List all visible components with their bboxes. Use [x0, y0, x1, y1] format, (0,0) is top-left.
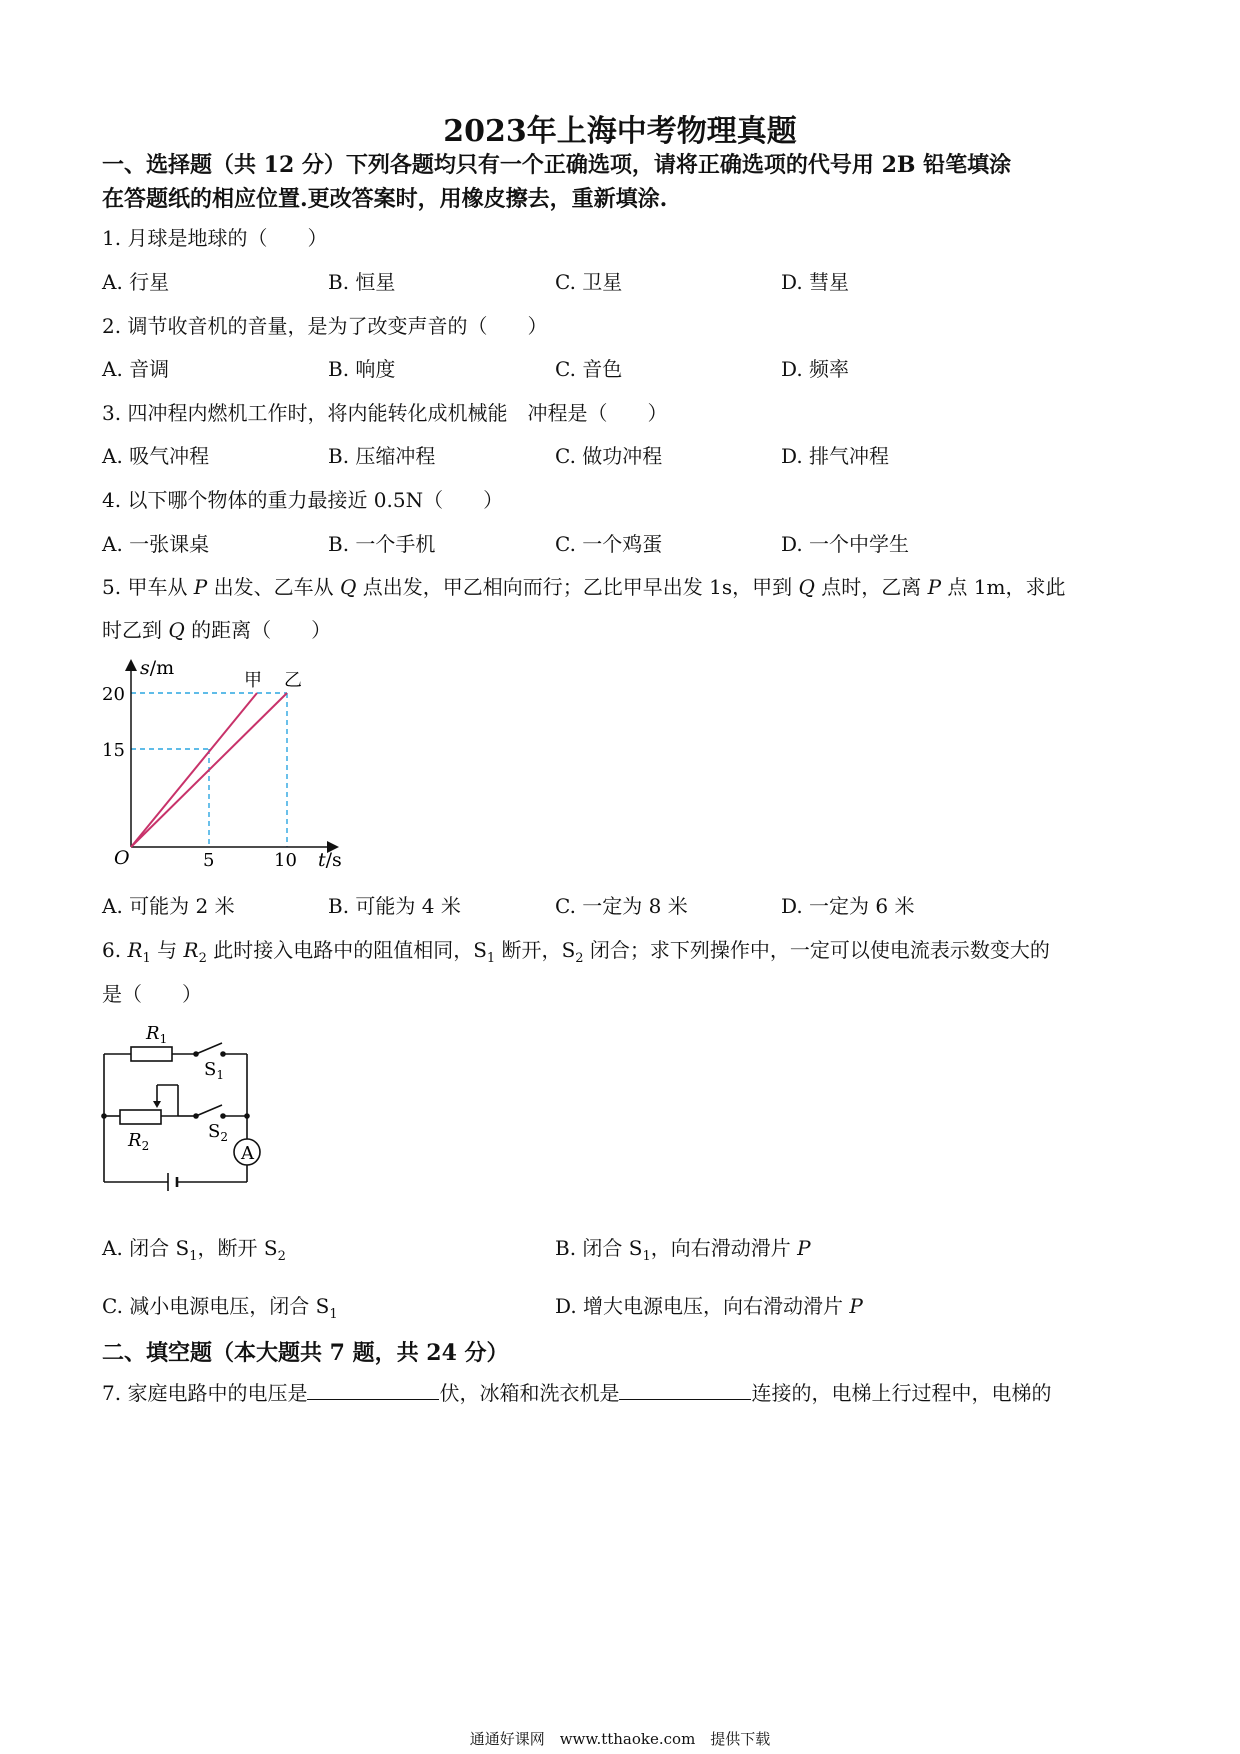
q1-option-a: A. 行星	[102, 270, 170, 294]
q5-option-a: A. 可能为 2 米	[102, 894, 235, 918]
st-graph	[100, 650, 360, 880]
q5-point-q-3: Q	[168, 618, 185, 642]
slider-arrow-icon	[153, 1101, 161, 1108]
q7-seg1: 7. 家庭电路中的电压是	[102, 1381, 308, 1405]
q6-a-s2: S	[263, 1236, 278, 1260]
y-tick-15: 15	[102, 740, 125, 761]
q1-option-c: C. 卫星	[555, 270, 623, 294]
r2-label: $R_2$	[128, 1130, 150, 1153]
r1-label: $R_1$	[146, 1023, 168, 1046]
s1-label: $S_1$	[204, 1059, 224, 1082]
q6-r1-symbol: R	[127, 938, 143, 962]
q5-seg6: 时乙到	[102, 618, 169, 642]
q5-point-p: P	[193, 575, 208, 599]
switch-s1	[196, 1043, 222, 1054]
q6-a-s1: S	[175, 1236, 190, 1260]
q4-option-d: D. 一个中学生	[781, 532, 910, 556]
q2-option-a: A. 音调	[102, 357, 170, 381]
q6-text-line1	[102, 934, 1050, 966]
q5-seg4: 点时，乙离	[814, 575, 928, 599]
q6-a-seg2: ，断开	[197, 1236, 264, 1260]
x-tick-5: 5	[203, 850, 215, 871]
q5-seg3: 点出发，甲乙相向而行；乙比甲早出发 1s，甲到	[356, 575, 799, 599]
section1-heading-line2: 在答题纸的相应位置.更改答案时，用橡皮擦去，重新填涂.	[102, 186, 668, 212]
q5-seg1: 5. 甲车从	[102, 575, 194, 599]
q5-seg7: 的距离（ ）	[184, 618, 332, 642]
q7-blank-2[interactable]	[619, 1381, 751, 1400]
q5-seg2: 出发、乙车从	[207, 575, 340, 599]
series-label-yi: 乙	[284, 670, 302, 691]
q3-option-c: C. 做功冲程	[555, 444, 663, 468]
q6-c-s1: S	[315, 1294, 330, 1318]
q6-seg1: 与	[150, 938, 184, 962]
q6-option-d	[555, 1290, 863, 1319]
circuit-diagram	[96, 1015, 276, 1205]
q3-text: 3. 四冲程内燃机工作时，将内能转化成机械能 冲程是（ ）	[102, 401, 668, 425]
q6-d-slider-p: P	[849, 1294, 863, 1318]
q6-s1-symbol: S	[473, 938, 487, 962]
q4-option-b: B. 一个手机	[328, 532, 436, 556]
q6-seg4: 闭合；求下列操作中，一定可以使电流表示数变大的	[583, 938, 1050, 962]
q4-text: 4. 以下哪个物体的重力最接近 0.5N（ ）	[102, 488, 504, 512]
x-tick-10: 10	[274, 850, 297, 871]
q6-b-seg1: B. 闭合	[555, 1236, 629, 1260]
x-axis-label: t/s	[318, 849, 342, 871]
y-axis-label: s/m	[140, 657, 175, 679]
q6-b-s1: S	[628, 1236, 643, 1260]
switch-s2	[196, 1105, 222, 1116]
q6-option-b	[555, 1232, 811, 1264]
s2-label: $S_2$	[208, 1121, 228, 1144]
q6-d-seg1: D. 增大电源电压，向右滑动滑片	[555, 1294, 850, 1318]
q2-text: 2. 调节收音机的音量，是为了改变声音的（ ）	[102, 314, 548, 338]
q5-point-q: Q	[339, 575, 357, 599]
q2-option-b: B. 响度	[328, 357, 396, 381]
footer-source: 通通好课网 www.tthaoke.com 提供下载	[469, 1730, 771, 1748]
q7-blank-1[interactable]	[307, 1381, 439, 1400]
line-jia	[131, 693, 257, 847]
ammeter-label: A	[241, 1143, 254, 1164]
q2-option-c: C. 音色	[555, 357, 623, 381]
q5-point-q-2: Q	[798, 575, 815, 599]
q7-text	[102, 1377, 1051, 1406]
y-tick-20: 20	[102, 684, 125, 705]
q6-b-seg2: ，向右滑动滑片	[650, 1236, 798, 1260]
q5-option-d: D. 一定为 6 米	[781, 894, 915, 918]
q4-option-c: C. 一个鸡蛋	[555, 532, 663, 556]
q3-option-b: B. 压缩冲程	[328, 444, 436, 468]
q7-seg3: 连接的，电梯上行过程中，电梯的	[751, 1381, 1052, 1405]
q5-text-line2	[102, 614, 331, 643]
q6-text-line2: 是（ ）	[102, 982, 202, 1006]
q5-seg5: 点 1m，求此	[941, 575, 1066, 599]
series-label-jia: 甲	[244, 670, 262, 691]
q6-a-s1-sub: 1	[189, 1249, 198, 1264]
q6-option-a	[102, 1232, 286, 1264]
section2-heading: 二、填空题（本大题共 7 题，共 24 分）	[102, 1340, 509, 1366]
q4-option-a: A. 一张课桌	[102, 532, 210, 556]
q1-text: 1. 月球是地球的（ ）	[102, 226, 328, 250]
q6-r2-symbol: R	[183, 938, 199, 962]
q6-s2-sub: 2	[575, 951, 584, 966]
q3-option-d: D. 排气冲程	[781, 444, 890, 468]
q5-option-b: B. 可能为 4 米	[328, 894, 461, 918]
q6-number: 6.	[102, 938, 128, 962]
q7-seg2: 伏，冰箱和洗衣机是	[439, 1381, 620, 1405]
q6-s2-symbol: S	[561, 938, 576, 962]
origin-label: O	[114, 847, 130, 869]
q5-point-p-2: P	[927, 575, 942, 599]
q6-b-slider-p: P	[797, 1236, 811, 1260]
resistor-r1	[131, 1047, 172, 1061]
q6-a-seg1: A. 闭合	[102, 1236, 176, 1260]
q6-r2-sub: 2	[198, 951, 207, 966]
q6-c-seg1: C. 减小电源电压，闭合	[102, 1294, 316, 1318]
q5-text-line1	[102, 571, 1065, 600]
q6-option-c	[102, 1290, 338, 1322]
q6-s1-sub: 1	[486, 951, 496, 966]
q6-seg3: 断开，	[495, 938, 562, 962]
q5-option-c: C. 一定为 8 米	[555, 894, 688, 918]
q6-c-s1-sub: 1	[329, 1307, 338, 1322]
q6-b-s1-sub: 1	[642, 1249, 651, 1264]
junction-right	[244, 1113, 250, 1119]
q6-a-s2-sub: 2	[277, 1249, 286, 1264]
q1-option-b: B. 恒星	[328, 270, 396, 294]
q1-option-d: D. 彗星	[781, 270, 850, 294]
resistor-r2	[120, 1110, 161, 1124]
q6-r1-sub: 1	[142, 951, 151, 966]
q3-option-a: A. 吸气冲程	[102, 444, 210, 468]
page-title: 2023年上海中考物理真题	[443, 114, 797, 149]
q6-seg2: 此时接入电路中的阻值相同，	[206, 938, 474, 962]
section1-heading-line1: 一、选择题（共 12 分）下列各题均只有一个正确选项，请将正确选项的代号用 2B 铅笔填涂	[102, 152, 1012, 178]
q2-option-d: D. 频率	[781, 357, 850, 381]
junction-left	[101, 1113, 107, 1119]
